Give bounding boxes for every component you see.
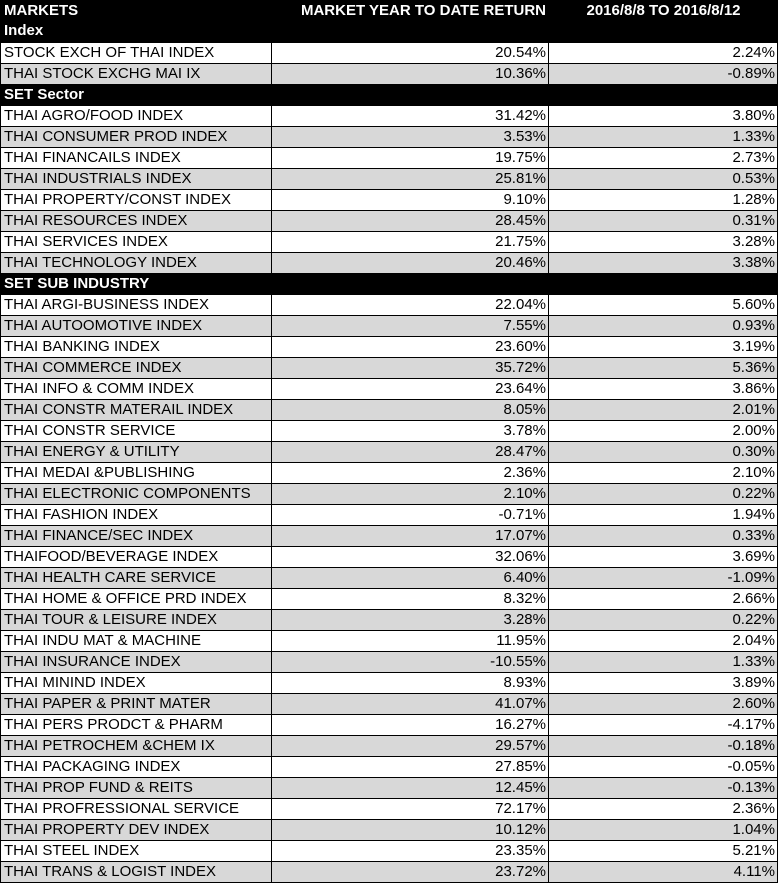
- index-name-cell: THAI ARGI-BUSINESS INDEX: [1, 295, 272, 316]
- table-row: [1, 568, 778, 589]
- week-return-cell: 1.94%: [549, 505, 778, 526]
- table-row: [1, 295, 778, 316]
- ytd-return-cell: 2.10%: [272, 484, 549, 505]
- ytd-return-cell: 3.53%: [272, 127, 549, 148]
- table-row: [1, 253, 778, 274]
- week-return-cell: -0.18%: [549, 736, 778, 757]
- week-return-cell: 4.11%: [549, 862, 778, 883]
- index-name-cell: THAI CONSUMER PROD INDEX: [1, 127, 272, 148]
- section-title: SET Sector: [1, 85, 778, 106]
- index-name-cell: THAI AGRO/FOOD INDEX: [1, 106, 272, 127]
- ytd-return-cell: 25.81%: [272, 169, 549, 190]
- ytd-return-cell: 23.60%: [272, 337, 549, 358]
- table-row: [1, 862, 778, 883]
- index-name-cell: THAI TOUR & LEISURE INDEX: [1, 610, 272, 631]
- index-name-cell: THAI PACKAGING INDEX: [1, 757, 272, 778]
- ytd-return-cell: 10.36%: [272, 64, 549, 85]
- ytd-return-cell: 19.75%: [272, 148, 549, 169]
- table-row: [1, 337, 778, 358]
- index-name-cell: THAI STOCK EXCHG MAI IX: [1, 64, 272, 85]
- ytd-return-cell: 20.54%: [272, 43, 549, 64]
- table-row: [1, 589, 778, 610]
- index-name-cell: THAI INDUSTRIALS INDEX: [1, 169, 272, 190]
- ytd-return-cell: 41.07%: [272, 694, 549, 715]
- week-return-cell: 5.21%: [549, 841, 778, 862]
- table-row: [1, 652, 778, 673]
- index-name-cell: THAI TECHNOLOGY INDEX: [1, 253, 272, 274]
- index-name-cell: THAI TRANS & LOGIST INDEX: [1, 862, 272, 883]
- week-return-cell: 3.86%: [549, 379, 778, 400]
- index-name-cell: THAIFOOD/BEVERAGE INDEX: [1, 547, 272, 568]
- week-return-cell: 3.38%: [549, 253, 778, 274]
- ytd-return-cell: 6.40%: [272, 568, 549, 589]
- ytd-return-cell: -0.71%: [272, 505, 549, 526]
- table-row: [1, 694, 778, 715]
- week-return-cell: 2.01%: [549, 400, 778, 421]
- table-row: [1, 547, 778, 568]
- header-week-range: 2016/8/8 TO 2016/8/12: [549, 1, 778, 43]
- table-row: [1, 799, 778, 820]
- index-name-cell: THAI ELECTRONIC COMPONENTS: [1, 484, 272, 505]
- week-return-cell: 1.04%: [549, 820, 778, 841]
- week-return-cell: -0.13%: [549, 778, 778, 799]
- header-markets-label: MARKETS: [4, 2, 79, 19]
- week-return-cell: -1.09%: [549, 568, 778, 589]
- table-row: [1, 673, 778, 694]
- week-return-cell: 2.66%: [549, 589, 778, 610]
- table-row: [1, 211, 778, 232]
- table-row: [1, 442, 778, 463]
- index-name-cell: THAI BANKING INDEX: [1, 337, 272, 358]
- week-return-cell: 2.36%: [549, 799, 778, 820]
- ytd-return-cell: 12.45%: [272, 778, 549, 799]
- table-row: [1, 64, 778, 85]
- table-row: [1, 148, 778, 169]
- table-row: [1, 757, 778, 778]
- week-return-cell: 1.33%: [549, 652, 778, 673]
- ytd-return-cell: 20.46%: [272, 253, 549, 274]
- index-name-cell: THAI HEALTH CARE SERVICE: [1, 568, 272, 589]
- table-row: [1, 379, 778, 400]
- ytd-return-cell: 29.57%: [272, 736, 549, 757]
- ytd-return-cell: 8.32%: [272, 589, 549, 610]
- index-name-cell: THAI ENERGY & UTILITY: [1, 442, 272, 463]
- week-return-cell: 5.60%: [549, 295, 778, 316]
- week-return-cell: 1.33%: [549, 127, 778, 148]
- week-return-cell: 0.31%: [549, 211, 778, 232]
- ytd-return-cell: 8.05%: [272, 400, 549, 421]
- table-row: [1, 127, 778, 148]
- index-name-cell: THAI PROP FUND & REITS: [1, 778, 272, 799]
- table-row: [1, 841, 778, 862]
- table-row: [1, 631, 778, 652]
- ytd-return-cell: 28.45%: [272, 211, 549, 232]
- ytd-return-cell: -10.55%: [272, 652, 549, 673]
- table-row: [1, 736, 778, 757]
- index-name-cell: THAI HOME & OFFICE PRD INDEX: [1, 589, 272, 610]
- index-name-cell: THAI FASHION INDEX: [1, 505, 272, 526]
- week-return-cell: 2.00%: [549, 421, 778, 442]
- ytd-return-cell: 11.95%: [272, 631, 549, 652]
- week-return-cell: 0.22%: [549, 484, 778, 505]
- ytd-return-cell: 9.10%: [272, 190, 549, 211]
- week-return-cell: 3.80%: [549, 106, 778, 127]
- ytd-return-cell: 21.75%: [272, 232, 549, 253]
- week-return-cell: 0.93%: [549, 316, 778, 337]
- ytd-return-cell: 10.12%: [272, 820, 549, 841]
- index-name-cell: THAI CONSTR MATERAIL INDEX: [1, 400, 272, 421]
- ytd-return-cell: 7.55%: [272, 316, 549, 337]
- table-row: [1, 715, 778, 736]
- table-body: [1, 43, 778, 883]
- ytd-return-cell: 27.85%: [272, 757, 549, 778]
- index-name-cell: THAI AUTOOMOTIVE INDEX: [1, 316, 272, 337]
- table-row: [1, 610, 778, 631]
- section-header-row: [1, 85, 778, 106]
- table-row: [1, 106, 778, 127]
- index-name-cell: THAI PROFRESSIONAL SERVICE: [1, 799, 272, 820]
- index-name-cell: THAI PAPER & PRINT MATER: [1, 694, 272, 715]
- week-return-cell: 3.89%: [549, 673, 778, 694]
- week-return-cell: -0.05%: [549, 757, 778, 778]
- week-return-cell: 3.69%: [549, 547, 778, 568]
- table-row: [1, 232, 778, 253]
- index-name-cell: THAI PERS PRODCT & PHARM: [1, 715, 272, 736]
- week-return-cell: -0.89%: [549, 64, 778, 85]
- week-return-cell: -4.17%: [549, 715, 778, 736]
- table-row: [1, 463, 778, 484]
- index-name-cell: THAI FINANCE/SEC INDEX: [1, 526, 272, 547]
- week-return-cell: 2.60%: [549, 694, 778, 715]
- ytd-return-cell: 35.72%: [272, 358, 549, 379]
- index-name-cell: THAI PROPERTY/CONST INDEX: [1, 190, 272, 211]
- table-row: [1, 484, 778, 505]
- ytd-return-cell: 72.17%: [272, 799, 549, 820]
- header-row: [1, 1, 778, 43]
- week-return-cell: 3.28%: [549, 232, 778, 253]
- week-return-cell: 1.28%: [549, 190, 778, 211]
- week-return-cell: 2.10%: [549, 463, 778, 484]
- ytd-return-cell: 8.93%: [272, 673, 549, 694]
- header-ytd-return: MARKET YEAR TO DATE RETURN: [272, 1, 549, 43]
- table-row: [1, 421, 778, 442]
- index-name-cell: THAI INSURANCE INDEX: [1, 652, 272, 673]
- index-name-cell: THAI FINANCAILS INDEX: [1, 148, 272, 169]
- week-return-cell: 3.19%: [549, 337, 778, 358]
- week-return-cell: 0.53%: [549, 169, 778, 190]
- table-row: [1, 358, 778, 379]
- table-row: [1, 169, 778, 190]
- week-return-cell: 2.04%: [549, 631, 778, 652]
- index-name-cell: THAI MININD INDEX: [1, 673, 272, 694]
- table-row: [1, 43, 778, 64]
- index-name-cell: THAI CONSTR SERVICE: [1, 421, 272, 442]
- index-name-cell: THAI INFO & COMM INDEX: [1, 379, 272, 400]
- table-row: [1, 316, 778, 337]
- ytd-return-cell: 23.72%: [272, 862, 549, 883]
- week-return-cell: 5.36%: [549, 358, 778, 379]
- header-markets: [1, 1, 272, 43]
- week-return-cell: 0.33%: [549, 526, 778, 547]
- section-header-row: [1, 274, 778, 295]
- index-name-cell: THAI MEDAI &PUBLISHING: [1, 463, 272, 484]
- index-name-cell: STOCK EXCH OF THAI INDEX: [1, 43, 272, 64]
- index-name-cell: THAI PETROCHEM &CHEM IX: [1, 736, 272, 757]
- week-return-cell: 2.24%: [549, 43, 778, 64]
- ytd-return-cell: 16.27%: [272, 715, 549, 736]
- ytd-return-cell: 32.06%: [272, 547, 549, 568]
- header-index-label: Index: [4, 22, 44, 39]
- index-name-cell: THAI COMMERCE INDEX: [1, 358, 272, 379]
- table-row: [1, 820, 778, 841]
- index-name-cell: THAI INDU MAT & MACHINE: [1, 631, 272, 652]
- ytd-return-cell: 3.78%: [272, 421, 549, 442]
- week-return-cell: 2.73%: [549, 148, 778, 169]
- ytd-return-cell: 17.07%: [272, 526, 549, 547]
- table-row: [1, 505, 778, 526]
- ytd-return-cell: 28.47%: [272, 442, 549, 463]
- week-return-cell: 0.30%: [549, 442, 778, 463]
- index-name-cell: THAI RESOURCES INDEX: [1, 211, 272, 232]
- index-name-cell: THAI SERVICES INDEX: [1, 232, 272, 253]
- table-row: [1, 778, 778, 799]
- table-row: [1, 190, 778, 211]
- table-row: [1, 400, 778, 421]
- ytd-return-cell: 22.04%: [272, 295, 549, 316]
- index-name-cell: THAI STEEL INDEX: [1, 841, 272, 862]
- section-title: SET SUB INDUSTRY: [1, 274, 778, 295]
- index-name-cell: THAI PROPERTY DEV INDEX: [1, 820, 272, 841]
- ytd-return-cell: 3.28%: [272, 610, 549, 631]
- ytd-return-cell: 2.36%: [272, 463, 549, 484]
- table-row: [1, 526, 778, 547]
- ytd-return-cell: 31.42%: [272, 106, 549, 127]
- week-return-cell: 0.22%: [549, 610, 778, 631]
- ytd-return-cell: 23.64%: [272, 379, 549, 400]
- ytd-return-cell: 23.35%: [272, 841, 549, 862]
